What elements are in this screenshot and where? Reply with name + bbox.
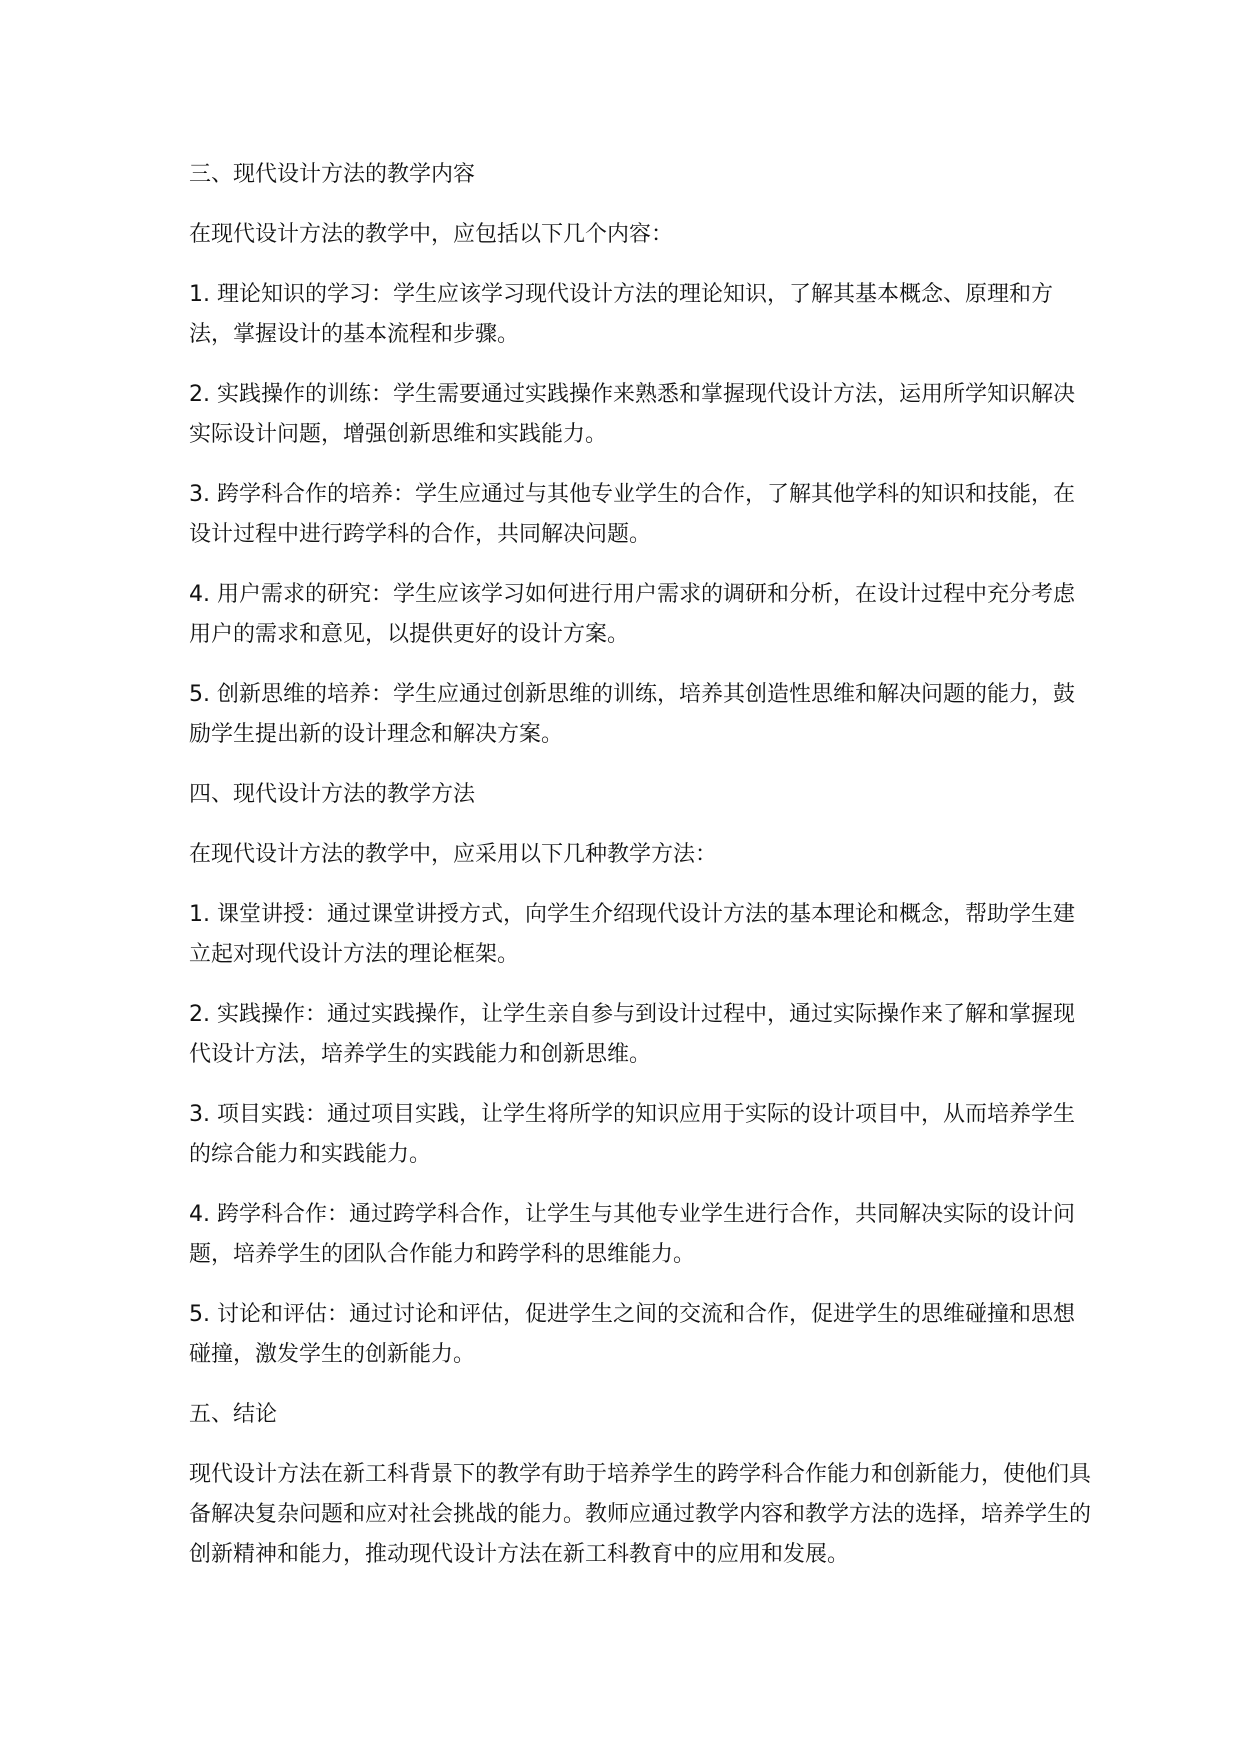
list-item-method-4: 4. 跨学科合作：通过跨学科合作，让学生与其他专业学生进行合作，共同解决实际的设计问题，培养学生的团队合作能力和跨学科的思维能力。 <box>189 1202 1075 1267</box>
document-body <box>189 155 1092 1595</box>
section-heading-teaching-methods: 四、现代设计方法的教学方法 <box>189 782 476 807</box>
list-item-content-1: 1. 理论知识的学习：学生应该学习现代设计方法的理论知识，了解其基本概念、原理和方法，掌握设计的基本流程和步骤。 <box>189 282 1053 347</box>
list-item-method-5: 5. 讨论和评估：通过讨论和评估，促进学生之间的交流和合作，促进学生的思维碰撞和思想碰撞，激发学生的创新能力。 <box>189 1302 1075 1367</box>
list-item-method-2: 2. 实践操作：通过实践操作，让学生亲自参与到设计过程中，通过实际操作来了解和掌握现代设计方法，培养学生的实践能力和创新思维。 <box>189 1002 1075 1067</box>
list-item-content-4: 4. 用户需求的研究：学生应该学习如何进行用户需求的调研和分析，在设计过程中充分考虑用户的需求和意见，以提供更好的设计方案。 <box>189 582 1075 647</box>
paragraph-content-intro: 在现代设计方法的教学中，应包括以下几个内容： <box>189 222 674 247</box>
list-item-content-5: 5. 创新思维的培养：学生应通过创新思维的训练，培养其创造性思维和解决问题的能力，鼓励学生提出新的设计理念和解决方案。 <box>189 682 1075 747</box>
paragraph-methods-intro: 在现代设计方法的教学中，应采用以下几种教学方法： <box>189 842 718 867</box>
list-item-method-3: 3. 项目实践：通过项目实践，让学生将所学的知识应用于实际的设计项目中，从而培养学生的综合能力和实践能力。 <box>189 1102 1075 1167</box>
list-item-method-1: 1. 课堂讲授：通过课堂讲授方式，向学生介绍现代设计方法的基本理论和概念，帮助学生建立起对现代设计方法的理论框架。 <box>189 902 1075 967</box>
list-item-content-3: 3. 跨学科合作的培养：学生应通过与其他专业学生的合作，了解其他学科的知识和技能，在设计过程中进行跨学科的合作，共同解决问题。 <box>189 482 1075 547</box>
section-heading-conclusion: 五、结论 <box>189 1402 278 1427</box>
section-heading-teaching-content: 三、现代设计方法的教学内容 <box>189 162 476 187</box>
paragraph-conclusion: 现代设计方法在新工科背景下的教学有助于培养学生的跨学科合作能力和创新能力，使他们具备解决复杂问题和应对社会挑战的能力。教师应通过教学内容和教学方法的选择，培养学生的创新精神和能力，推动现代设计方法在新工科教育中的应用和发展。 <box>189 1462 1092 1567</box>
list-item-content-2: 2. 实践操作的训练：学生需要通过实践操作来熟悉和掌握现代设计方法，运用所学知识解决实际设计问题，增强创新思维和实践能力。 <box>189 382 1075 447</box>
